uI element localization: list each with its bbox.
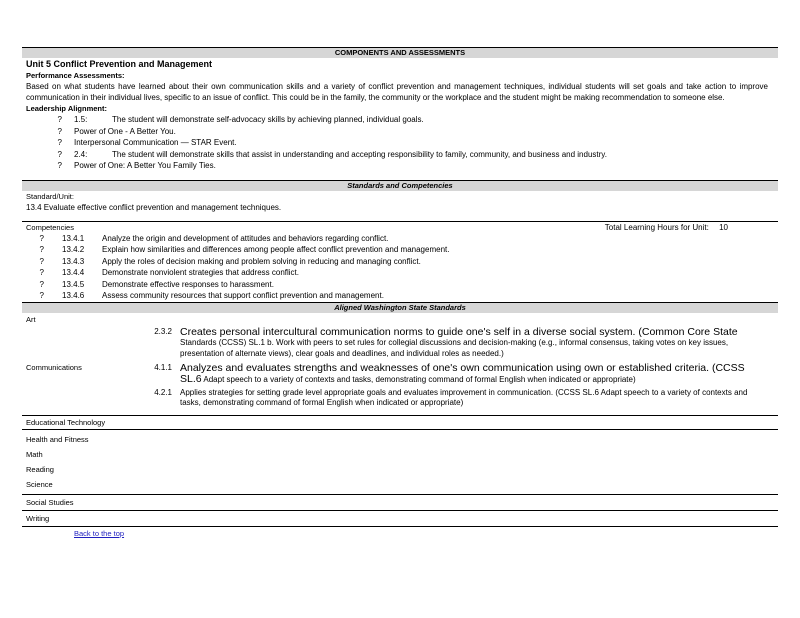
list-item: ? 2.4: The student will demonstrate skills that assist in understanding and accepting responsibility to family, community, and business and industry.	[57, 149, 607, 159]
list-item: ? 1.5: The student will demonstrate self-advocacy skills by achieving planned, individual goals.	[57, 115, 424, 124]
communications-block	[22, 313, 778, 416]
leadership-label: Leadership Alignment:	[26, 104, 107, 113]
subject-reading: Reading	[26, 464, 54, 474]
subject-writing: Writing	[22, 511, 778, 527]
competencies-label: Competencies	[26, 222, 74, 232]
list-item: ? Interpersonal Communication — STAR Event.	[57, 138, 237, 147]
list-item: ? Power of One: A Better You Family Ties.	[57, 161, 216, 170]
document	[22, 47, 778, 538]
list-item: ? Power of One - A Better You.	[57, 126, 176, 136]
list-item: ? 13.4.2 Explain how similarities and differences among people affect conflict prevention and management.	[39, 245, 450, 254]
subject-math: Math	[26, 449, 43, 459]
aligned-standards-bar: Aligned Washington State Standards	[22, 302, 778, 313]
standard-unit-label: Standard/Unit:	[26, 191, 74, 201]
standard-unit-text: 13.4 Evaluate effective conflict prevention and management techniques.	[26, 202, 282, 212]
subject-health: Health and Fitness	[26, 434, 89, 444]
subject-communications: Communications	[26, 362, 82, 372]
unit-title: Unit 5 Conflict Prevention and Management	[26, 59, 213, 69]
competencies-header	[22, 222, 778, 233]
back-to-top-link[interactable]: Back to the top	[74, 528, 125, 538]
subjects-group	[22, 430, 778, 495]
components-header-bar: COMPONENTS AND ASSESSMENTS	[22, 47, 778, 58]
list-item: ? 13.4.4 Demonstrate nonviolent strategies that address conflict.	[39, 268, 299, 277]
leadership-list	[22, 114, 778, 172]
subject-educational-technology: Educational Technology	[22, 416, 778, 430]
list-item: ? 13.4.3 Apply the roles of decision making and problem solving in reducing and managing conflict.	[39, 256, 421, 266]
standard-item: 4.2.1 Applies strategies for setting grade level appropriate goals and evaluates improvement in communication. (CCSS SL.6 Adapt speech to a variety of contexts and tasks, demonstrating command of formal English when indicated or appropriate)	[154, 387, 748, 407]
standard-item: 4.1.1 Analyzes and evaluates strengths and weaknesses of one's own communication using own or established criteria. (CCSS SL.6 Adapt speech to a variety of contexts and tasks, demonstrating command of formal English when indicated or appropriate)	[154, 361, 745, 385]
list-item: ? 13.4.6 Assess community resources that support conflict prevention and management.	[39, 291, 384, 300]
list-item: ? 13.4.1 Analyze the origin and development of attitudes and behaviors regarding conflict.	[39, 233, 389, 243]
standards-bar: Standards and Competencies	[22, 180, 778, 191]
standard-item: 2.3.2 Creates personal intercultural communication norms to guide one's self in a diverse social system. (Common Core State Standards (CCSS) SL.1 b. Work with peers to set rules for collegial discussions and decision-making (e.g., informal consensus, taking votes on key issues, presentation of alternate views), clear goals and deadlines, and individual roles as needed.)	[154, 325, 738, 358]
total-hours-value: 10	[719, 222, 728, 232]
competencies-list	[22, 233, 778, 302]
subject-science: Science	[26, 479, 53, 489]
performance-label: Performance Assessments:	[26, 71, 125, 80]
subject-art: Art	[26, 314, 36, 324]
list-item: ? 13.4.5 Demonstrate effective responses to harassment.	[39, 279, 274, 289]
total-hours-label: Total Learning Hours for Unit:	[604, 222, 709, 232]
performance-text: Based on what students have learned about their own communication skills and a variety of conflict prevention and management techniques, individual students will set goals and take action to improve communication in their individual lives, specific to an issue of conflict. This could be in the family, the community or the workplace and the student might be making recommendation to someone else.	[26, 82, 768, 102]
subject-social-studies: Social Studies	[22, 495, 778, 511]
